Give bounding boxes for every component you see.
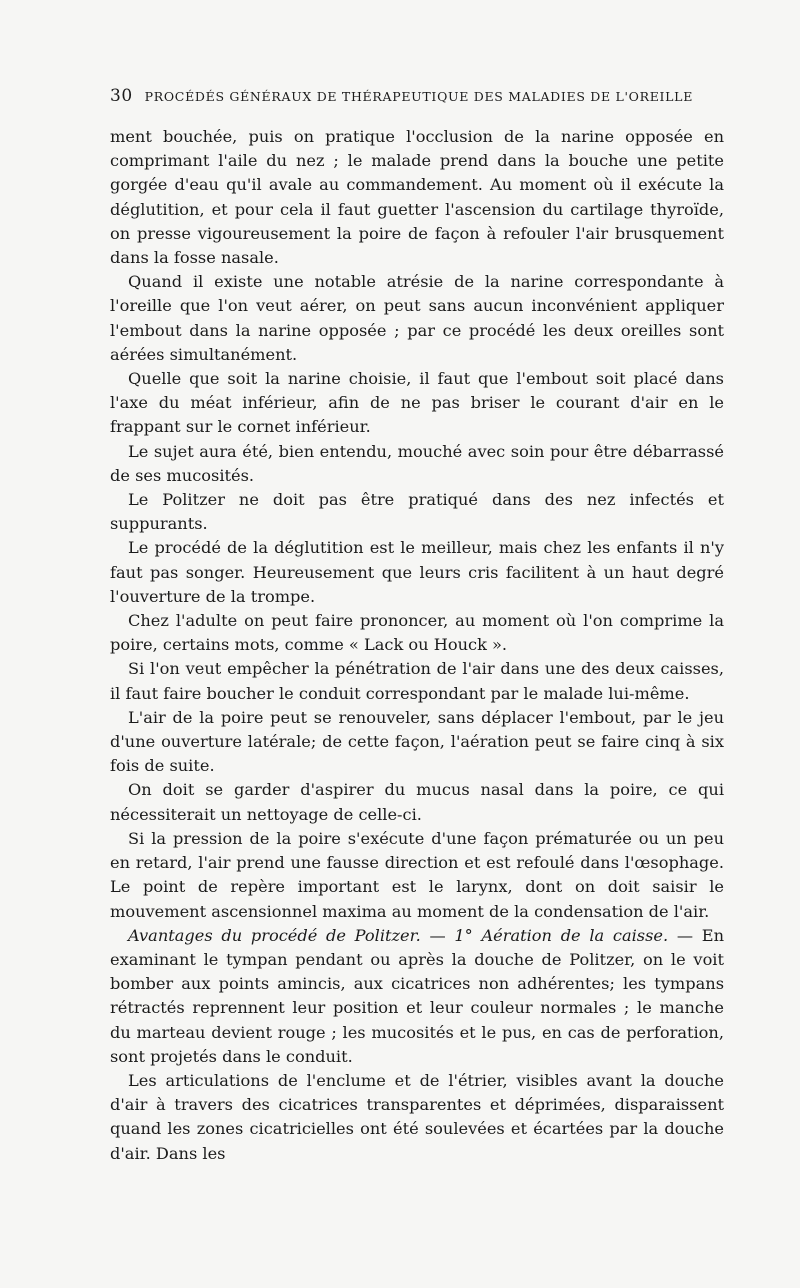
paragraph-2: Quand il existe une notable atrésie de la narine correspondante à l'oreille que l'on veut aérer, on peut sans aucun inconvénient appliquer l'embout dans la narine opposée ; par ce procédé les deux oreilles sont aérées simultanément.	[110, 272, 724, 364]
advantages-heading: Avantages du procédé de Politzer.	[128, 925, 421, 945]
running-head	[110, 86, 730, 108]
aeration-subheading: 1° Aération de la caisse.	[454, 925, 669, 945]
paragraph-6: Le procédé de la déglutition est le meilleur, mais chez les enfants il n'y faut pas songer. Heureusement que leurs cris facilitent à un haut degré l'ouverture de la trompe.	[110, 538, 724, 606]
paragraph-5: Le Politzer ne doit pas être pratiqué dans des nez infectés et suppurants.	[110, 490, 724, 534]
page-number: 30	[110, 86, 133, 106]
advantages-dash-1: —	[420, 925, 455, 945]
paragraph-3: Quelle que soit la narine choisie, il faut que l'embout soit placé dans l'axe du méat inférieur, afin de ne pas briser le courant d'air en le frappant sur le cornet inférieur.	[110, 369, 724, 437]
paragraph-7: Chez l'adulte on peut faire prononcer, au moment où l'on comprime la poire, certains mots, comme « Lack ou Houck ».	[110, 611, 724, 655]
paragraph-10: On doit se garder d'aspirer du mucus nasal dans la poire, ce qui nécessiterait un nettoyage de celle-ci.	[110, 780, 724, 824]
advantages-text: En examinant le tympan pendant ou après la douche de Politzer, on le voit bomber aux points amincis, aux cicatrices non adhérentes; les tympans rétractés reprennent leur position et leur couleur normales ; le manche du marteau devient rouge ; les mucosités et le pus, en cas de perforation, sont projetés dans le conduit.	[110, 925, 724, 1066]
paragraph-11: Si la pression de la poire s'exécute d'une façon prématurée ou un peu en retard, l'air prend une fausse direction et est refoulé dans l'œsophage. Le point de repère important est le larynx, dont on doit saisir le mouvement ascensionnel maxima au moment de la condensation de l'air.	[110, 828, 724, 921]
paragraph-4: Le sujet aura été, bien entendu, mouché avec soin pour être débarrassé de ses mucosités.	[110, 441, 724, 485]
paragraph-9: L'air de la poire peut se renouveler, sans déplacer l'embout, par le jeu d'une ouverture latérale; de cette façon, l'aération peut se faire cinq à six fois de suite.	[110, 707, 724, 776]
paragraph-1: ment bouchée, puis on pratique l'occlusion de la narine opposée en comprimant l'aile du nez ; le malade prend dans la bouche une petite gorgée d'eau qu'il avale au commandement. Au moment où il exécute la déglutition, et pour cela il faut guetter l'ascension du cartilage thyroïde, on presse vigoureusement la poire de façon à refouler l'air brusquement dans la fosse nasale.	[110, 127, 724, 268]
paragraph-last: Les articulations de l'enclume et de l'étrier, visibles avant la douche d'air à travers des cicatrices transparentes et déprimées, disparaissent quand les zones cicatricielles ont été soulevées et écartées par la douche d'air. Dans les	[110, 1070, 724, 1163]
paragraph-8: Si l'on veut empêcher la pénétration de l'air dans une des deux caisses, il faut faire boucher le conduit correspondant par le malade lui-même.	[110, 659, 724, 703]
page-header-title: PROCÉDÉS GÉNÉRAUX DE THÉRAPEUTIQUE DES MALADIES DE L'OREILLE	[144, 89, 694, 104]
advantages-paragraph	[110, 924, 724, 1069]
advantages-dash-2: —	[668, 925, 702, 945]
body-text	[110, 125, 724, 1166]
